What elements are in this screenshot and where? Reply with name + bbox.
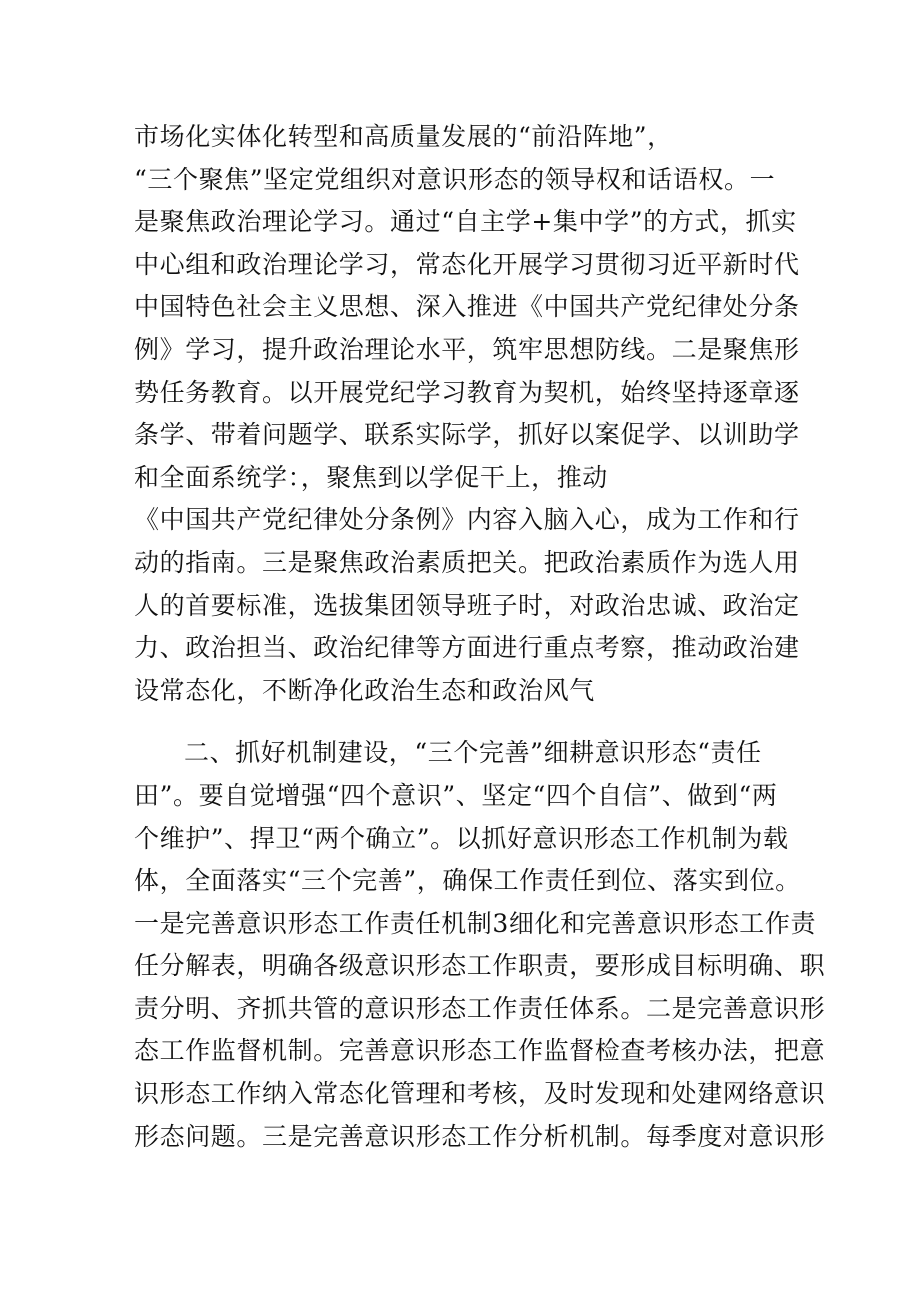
text-line: 态工作监督机制。完善意识形态工作监督检查考核办法，把意 xyxy=(134,1036,826,1066)
text-line: 个维护”、捍卫“两个确立”。以抓好意识形态工作机制为载 xyxy=(134,823,789,853)
text-line: 和全面系统学：，聚焦到以学促干上，推动 xyxy=(134,462,608,492)
paragraph-gap xyxy=(134,712,794,732)
text-line: 条学、带着问题学、联系实际学，抓好以案促学、以训助学 xyxy=(134,420,800,450)
text-line: 动的指南。三是聚焦政治素质把关。把政治素质作为选人用 xyxy=(134,547,800,577)
text-line: 田”。要自觉增强“四个意识”、坚定“四个自信”、做到“两 xyxy=(134,780,778,810)
text-line: 中国特色社会主义思想、深入推进《中国共产党纪律处分条 xyxy=(134,292,800,322)
text-line: 设常态化，不断净化政治生态和政治风气 xyxy=(134,675,595,705)
text-line: 体，全面落实“三个完善”，确保工作责任到位、落实到位。 xyxy=(134,866,801,896)
text-line: “三个聚焦”坚定党组织对意识形态的领导权和话语权。一 xyxy=(134,164,776,194)
text-line: 识形态工作纳入常态化管理和考核，及时发现和处建网络意识 xyxy=(134,1079,826,1109)
text-line: 形态问题。三是完善意识形态工作分析机制。每季度对意识形 xyxy=(134,1121,826,1151)
text-line: 责分明、齐抓共管的意识形态工作责任体系。二是完善意识形 xyxy=(134,993,826,1023)
text-line: 一是完善意识形态工作责任机制3细化和完善意识形态工作责 xyxy=(134,908,817,938)
text-line: 是聚焦政治理论学习。通过“自主学+集中学”的方式，抓实 xyxy=(134,207,797,237)
paragraph-heading-line: 二、抓好机制建设，“三个完善”细耕意识形态“责任 xyxy=(184,738,762,768)
text-line: 例》学习，提升政治理论水平，筑牢思想防线。二是聚焦形 xyxy=(134,334,800,364)
text-line: 力、政治担当、政治纪律等方面进行重点考察，推动政治建 xyxy=(134,633,800,663)
document-body xyxy=(134,116,826,1158)
text-line: 市场化实体化转型和高质量发展的“前沿阵地”， xyxy=(134,122,673,151)
text-line: 势任务教育。以开展党纪学习教育为契机，始终坚持逐章逐 xyxy=(134,377,800,407)
text-line: 《中国共产党纪律处分条例》内容入脑入心，成为工作和行 xyxy=(134,505,800,535)
text-line: 人的首要标准，选拔集团领导班子时，对政治忠诚、政治定 xyxy=(134,590,800,620)
text-line: 任分解表，明确各级意识形态工作职责，要形成目标明确、职 xyxy=(134,951,826,981)
text-line: 中心组和政治理论学习，常态化开展学习贯彻习近平新时代 xyxy=(134,249,800,279)
